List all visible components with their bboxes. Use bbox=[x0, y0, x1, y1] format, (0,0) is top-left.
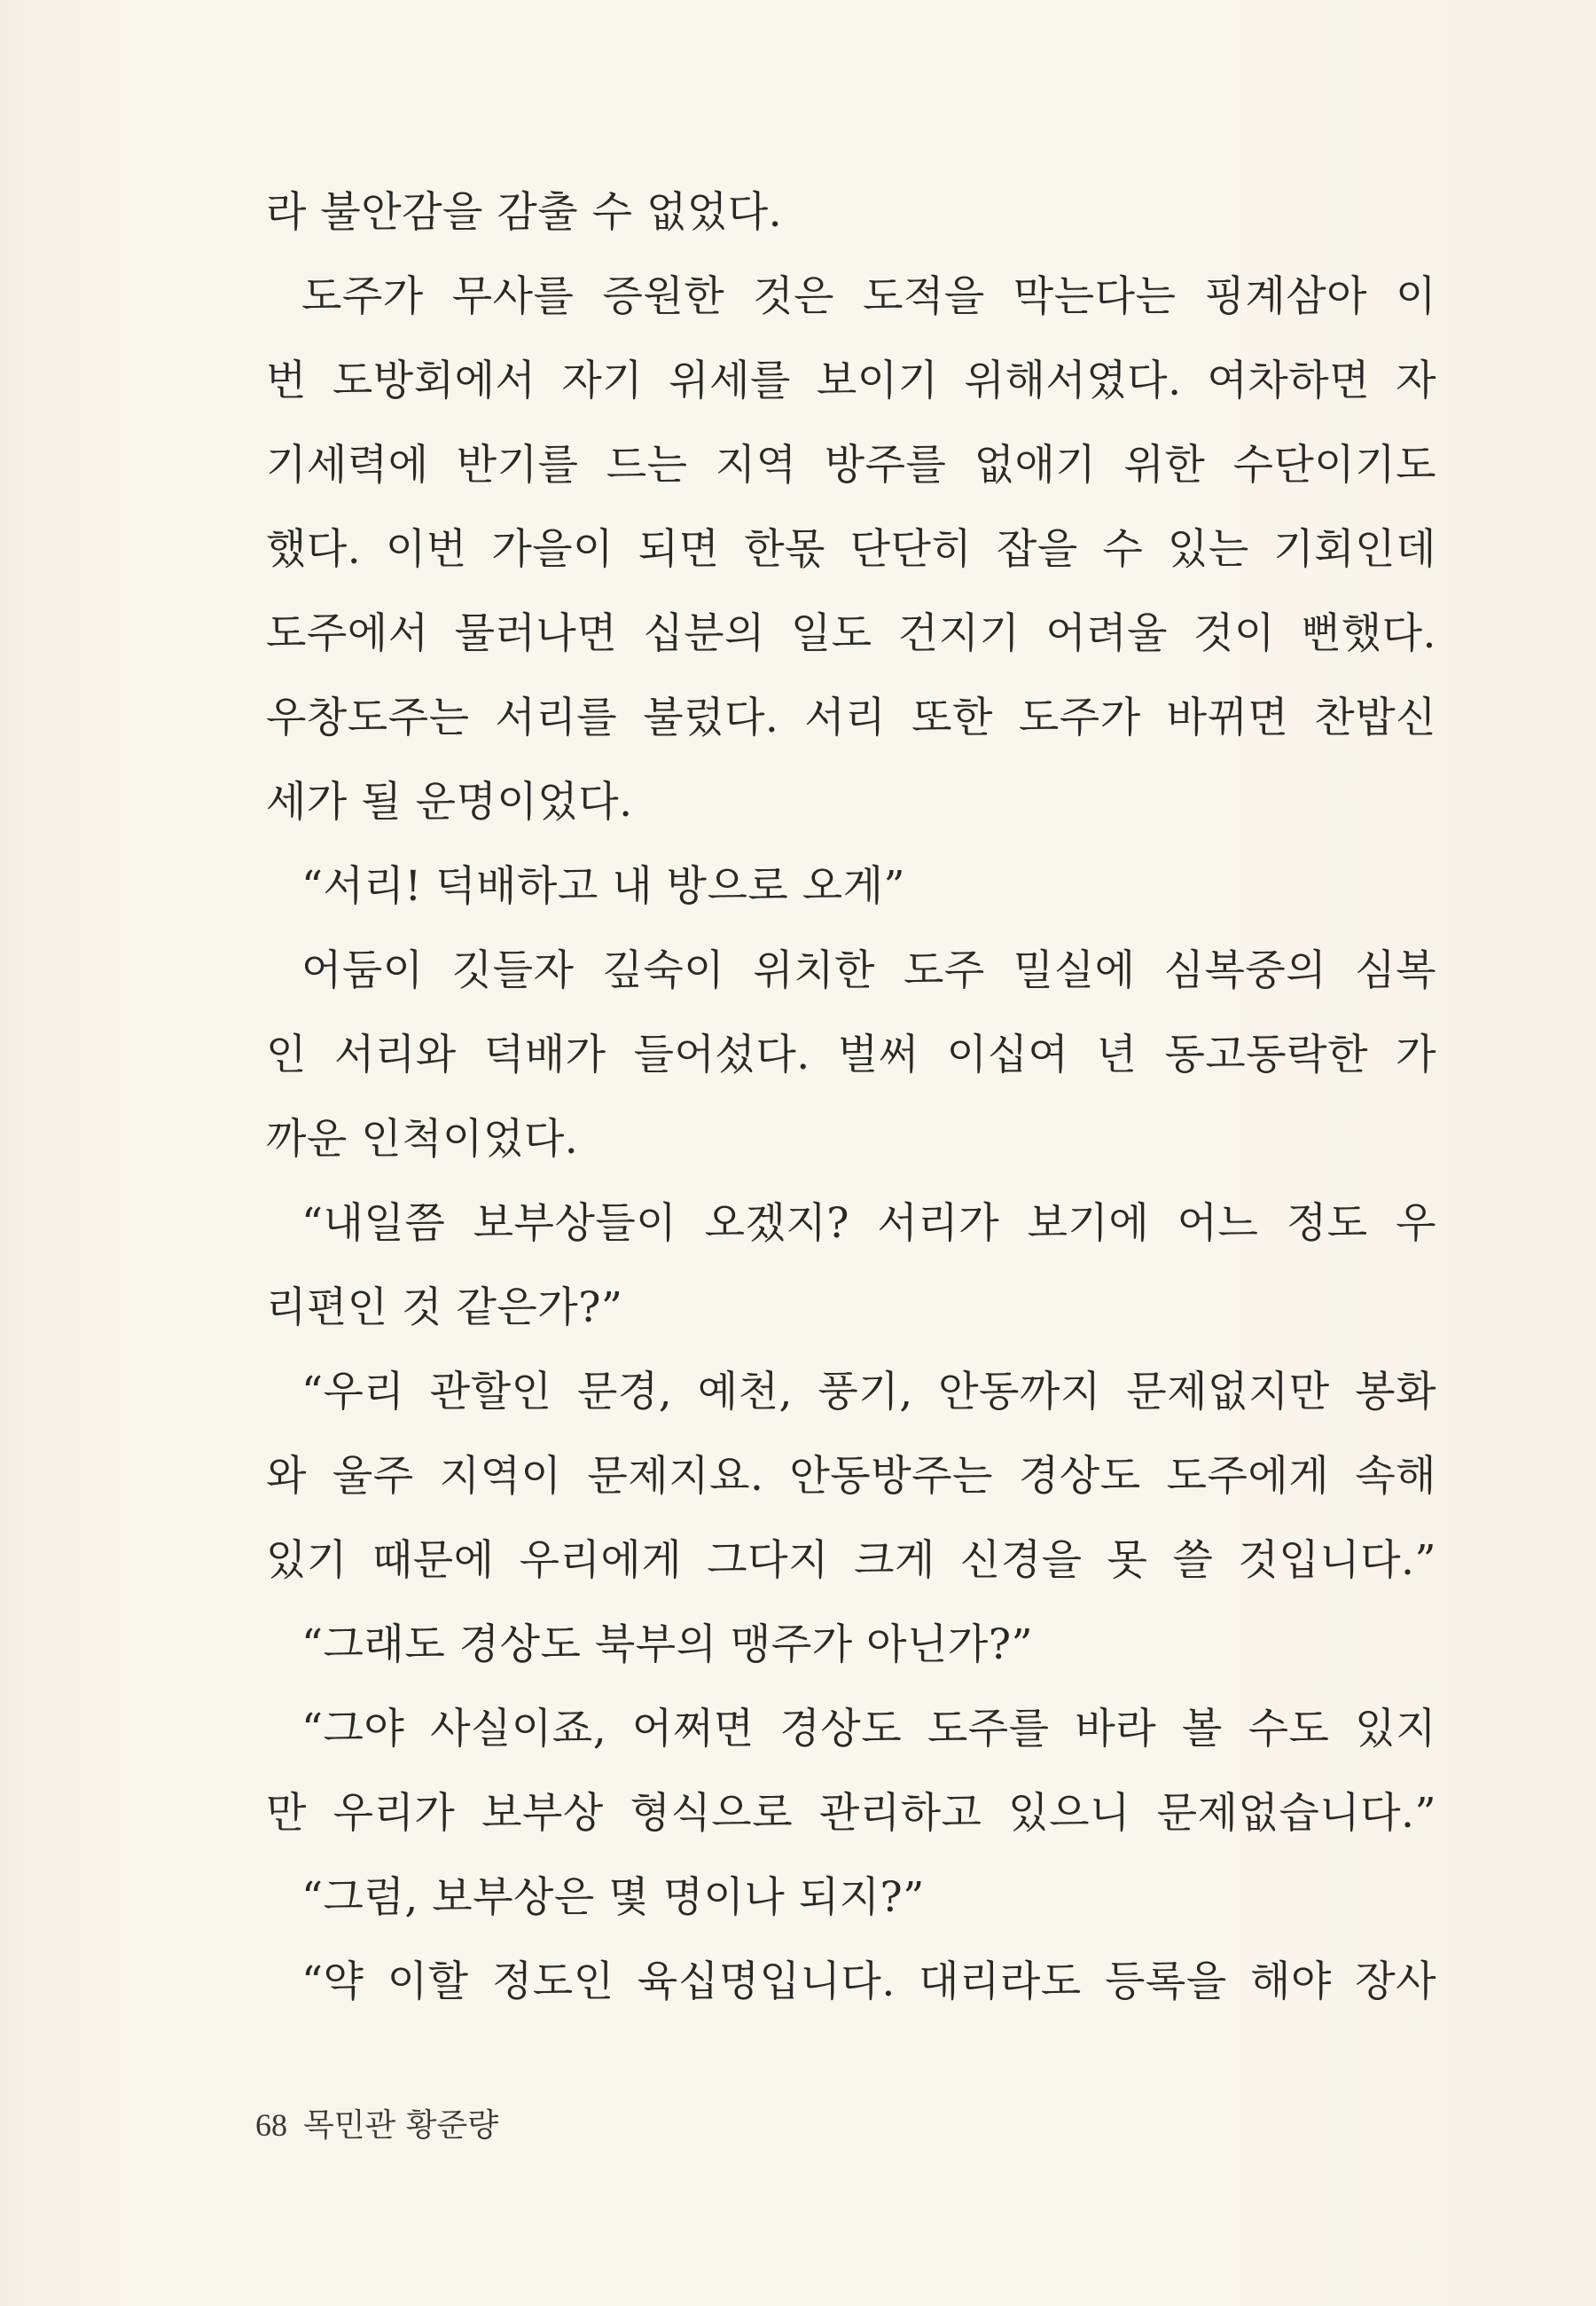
text-line: 세가 될 운명이었다. bbox=[266, 778, 633, 827]
text-line: “그래도 경상도 북부의 맹주가 아닌가?” bbox=[301, 1620, 1034, 1669]
text-line: 리편인 것 같은가?” bbox=[266, 1283, 623, 1332]
text-line: 와 울주 지역이 문제지요. 안동방주는 경상도 도주에게 속해 bbox=[266, 1452, 1436, 1501]
running-title: 목민관 황준량 bbox=[303, 2107, 499, 2144]
text-line: 기세력에 반기를 드는 지역 방주를 없애기 위한 수단이기도 bbox=[266, 441, 1436, 490]
text-line: “내일쯤 보부상들이 오겠지? 서리가 보기에 어느 정도 우 bbox=[301, 1199, 1436, 1248]
text-line: 번 도방회에서 자기 위세를 보이기 위해서였다. 여차하면 자 bbox=[266, 357, 1436, 405]
text-line: “약 이할 정도인 육십명입니다. 대리라도 등록을 해야 장사 bbox=[301, 1957, 1436, 2006]
text-line: 만 우리가 보부상 형식으로 관리하고 있으니 문제없습니다.” bbox=[266, 1789, 1436, 1838]
text-line: “그럼, 보부상은 몇 명이나 되지?” bbox=[301, 1873, 925, 1922]
text-line: “그야 사실이죠, 어쩌면 경상도 도주를 바라 볼 수도 있지 bbox=[301, 1705, 1436, 1753]
text-line: 있기 때문에 우리에게 그다지 크게 신경을 못 쓸 것입니다.” bbox=[266, 1536, 1436, 1585]
text-line: 라 불안감을 감출 수 없었다. bbox=[266, 188, 783, 237]
page-footer bbox=[255, 2098, 498, 2152]
text-line: 했다. 이번 가을이 되면 한몫 단단히 잡을 수 있는 기회인데 bbox=[266, 525, 1436, 574]
text-line: 우창도주는 서리를 불렀다. 서리 또한 도주가 바뀌면 찬밥신 bbox=[266, 694, 1436, 742]
body-text bbox=[266, 170, 1436, 2024]
text-line: 까운 인척이었다. bbox=[266, 1115, 579, 1164]
text-line: “서리! 덕배하고 내 방으로 오게” bbox=[301, 862, 906, 911]
page-number: 68 bbox=[255, 2107, 287, 2143]
text-line: “우리 관할인 문경, 예천, 풍기, 안동까지 문제없지만 봉화 bbox=[301, 1368, 1436, 1416]
text-line: 어둠이 깃들자 깊숙이 위치한 도주 밀실에 심복중의 심복 bbox=[301, 946, 1436, 995]
text-line: 인 서리와 덕배가 들어섰다. 벌써 이십여 년 동고동락한 가 bbox=[266, 1031, 1436, 1079]
text-line: 도주가 무사를 증원한 것은 도적을 막는다는 핑계삼아 이 bbox=[301, 272, 1436, 321]
text-line: 도주에서 물러나면 십분의 일도 건지기 어려울 것이 뻔했다. bbox=[266, 609, 1436, 658]
